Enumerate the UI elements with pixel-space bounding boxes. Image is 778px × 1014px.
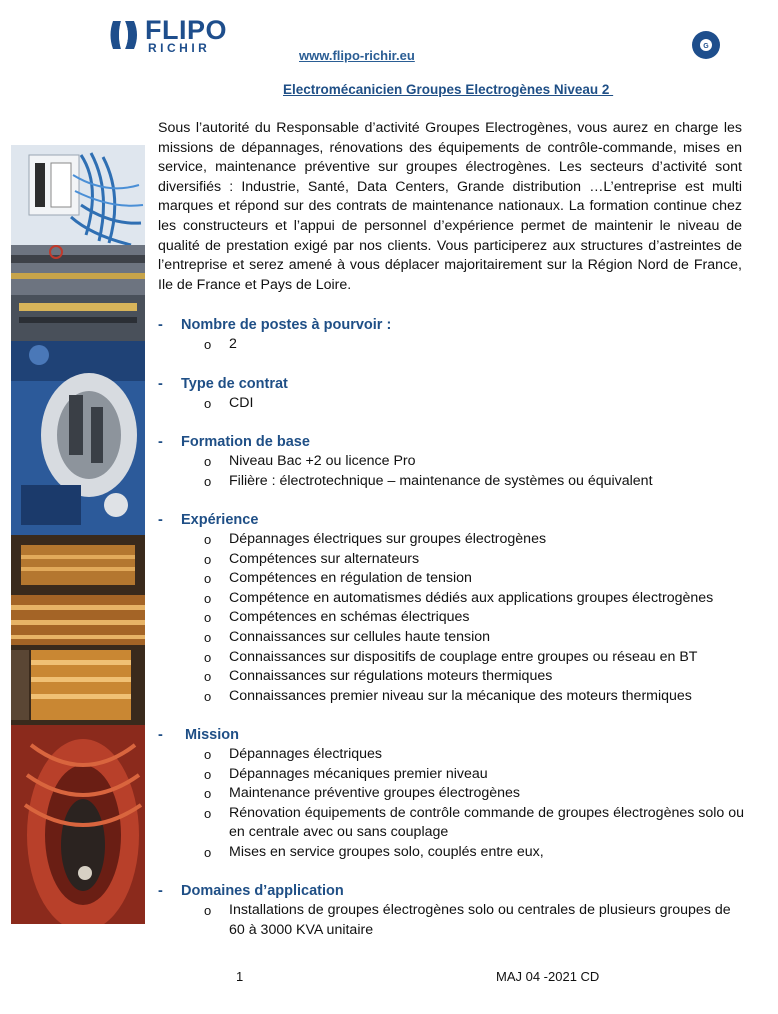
list-item: o Filière : électrotechnique – maintenance de systèmes ou équivalent <box>158 472 758 492</box>
photo-strip-image <box>11 145 145 924</box>
list-item: o CDI <box>158 394 758 414</box>
bullet-icon: o <box>204 669 212 685</box>
section-dash: - <box>158 434 163 450</box>
logo-mark-icon <box>107 18 143 52</box>
list-item: o Compétences sur alternateurs <box>158 550 758 570</box>
bullet-icon: o <box>204 649 212 665</box>
logo-text-sub: RICHIR <box>148 41 211 55</box>
section-dash: - <box>158 883 163 899</box>
bullet-icon: o <box>204 766 212 782</box>
bullet-icon: o <box>204 629 212 645</box>
list-item: o Mises en service groupes solo, couplés entre eux, <box>158 843 758 863</box>
bullet-icon: o <box>204 473 212 489</box>
revision-note: MAJ 04 -2021 CD <box>496 969 600 984</box>
list-item: o Dépannages électriques <box>158 745 758 765</box>
bullet-icon: o <box>204 454 212 469</box>
page-number: 1 <box>236 969 244 984</box>
list-item: o Connaissances sur cellules haute tension <box>158 628 758 648</box>
list-item: o Connaissances premier niveau sur la mécanique des moteurs thermiques <box>158 687 758 707</box>
section-title: Type de contrat <box>181 376 288 392</box>
list-item: o Connaissances sur régulations moteurs thermiques <box>158 667 758 687</box>
list-item: o Maintenance préventive groupes électrogènes <box>158 784 758 804</box>
list-item: o Dépannages électriques sur groupes électrogènes <box>158 530 758 550</box>
logo-text-main: FLIPO <box>145 15 227 45</box>
section-title: Expérience <box>181 512 259 528</box>
bullet-icon: o <box>204 688 212 704</box>
section-experience <box>158 510 758 706</box>
website-link[interactable]: www.flipo-richir.eu <box>299 48 415 63</box>
section-type-contrat <box>158 374 758 414</box>
bullet-icon: o <box>204 551 212 567</box>
list-item: o Installations de groupes électrogènes solo ou centrales de plusieurs groupes de 60 à 3000 KVA unitaire <box>204 902 731 938</box>
decorative-photo-strip <box>11 145 145 924</box>
section-dash: - <box>158 512 163 528</box>
list-item: o Compétence en automatismes dédiés aux applications groupes électrogènes <box>158 589 758 609</box>
list-item: o Compétences en régulation de tension <box>158 569 758 589</box>
section-title: Nombre de postes à pourvoir : <box>181 317 392 333</box>
bullet-icon: o <box>204 532 212 547</box>
bullet-icon: o <box>204 903 212 918</box>
bullet-icon: o <box>204 590 212 606</box>
section-title: Domaines d’application <box>181 883 344 899</box>
list-item: o Niveau Bac +2 ou licence Pro <box>158 452 758 472</box>
list-item: o Compétences en schémas électriques <box>158 608 758 628</box>
section-dash: - <box>158 727 163 743</box>
section-title: Mission <box>185 727 239 743</box>
section-dash: - <box>158 376 163 392</box>
company-logo <box>107 16 232 56</box>
section-domaines <box>158 881 758 940</box>
bullet-icon: o <box>204 337 212 352</box>
bullet-icon: o <box>204 786 212 802</box>
section-nombre-postes <box>158 315 758 355</box>
section-dash: - <box>158 317 163 333</box>
badge-letter: G <box>703 43 709 50</box>
bullet-icon: o <box>204 396 212 411</box>
list-item: o Dépannages mécaniques premier niveau <box>158 765 758 785</box>
bullet-icon: o <box>204 844 212 860</box>
certification-badge-icon <box>690 30 722 60</box>
bullet-icon: o <box>204 747 212 762</box>
section-formation <box>158 432 758 491</box>
job-title: Electromécanicien Groupes Electrogènes Niveau 2 <box>283 82 614 97</box>
bullet-icon: o <box>204 610 212 626</box>
bullet-icon: o <box>204 805 212 821</box>
list-item: o 2 <box>158 335 758 355</box>
bullet-icon: o <box>204 571 212 587</box>
list-item: o Rénovation équipements de contrôle commande de groupes électrogènes solo ou en centrale avec ou sans couplage <box>204 804 745 841</box>
section-mission <box>158 725 758 863</box>
list-item: o Connaissances sur dispositifs de couplage entre groupes ou réseau en BT <box>158 648 758 668</box>
section-title: Formation de base <box>181 434 310 450</box>
intro-paragraph: Sous l’autorité du Responsable d’activité Groupes Electrogènes, vous aurez en charge les missions de dépannages, rénovations des équipements de contrôle-commande, mises en service, maintenance préventive sur groupes électrogènes. Les secteurs d’activité sont diversifiés : Industrie, Santé, Data Centers, Grande distribution …L’entreprise est multi marques et répond sur des contrats de maintenance nationaux. La formation continue chez les constructeurs et l’appui de personnel d’expérience permet de maintenir le niveau de qualité de prestation exigé par nos clients. Vous participerez aux structures d’astreintes de l’entreprise et serez amené à vous déplacer majoritairement sur la Région Nord de France, Ile de France et Pays de Loire. <box>158 120 742 293</box>
